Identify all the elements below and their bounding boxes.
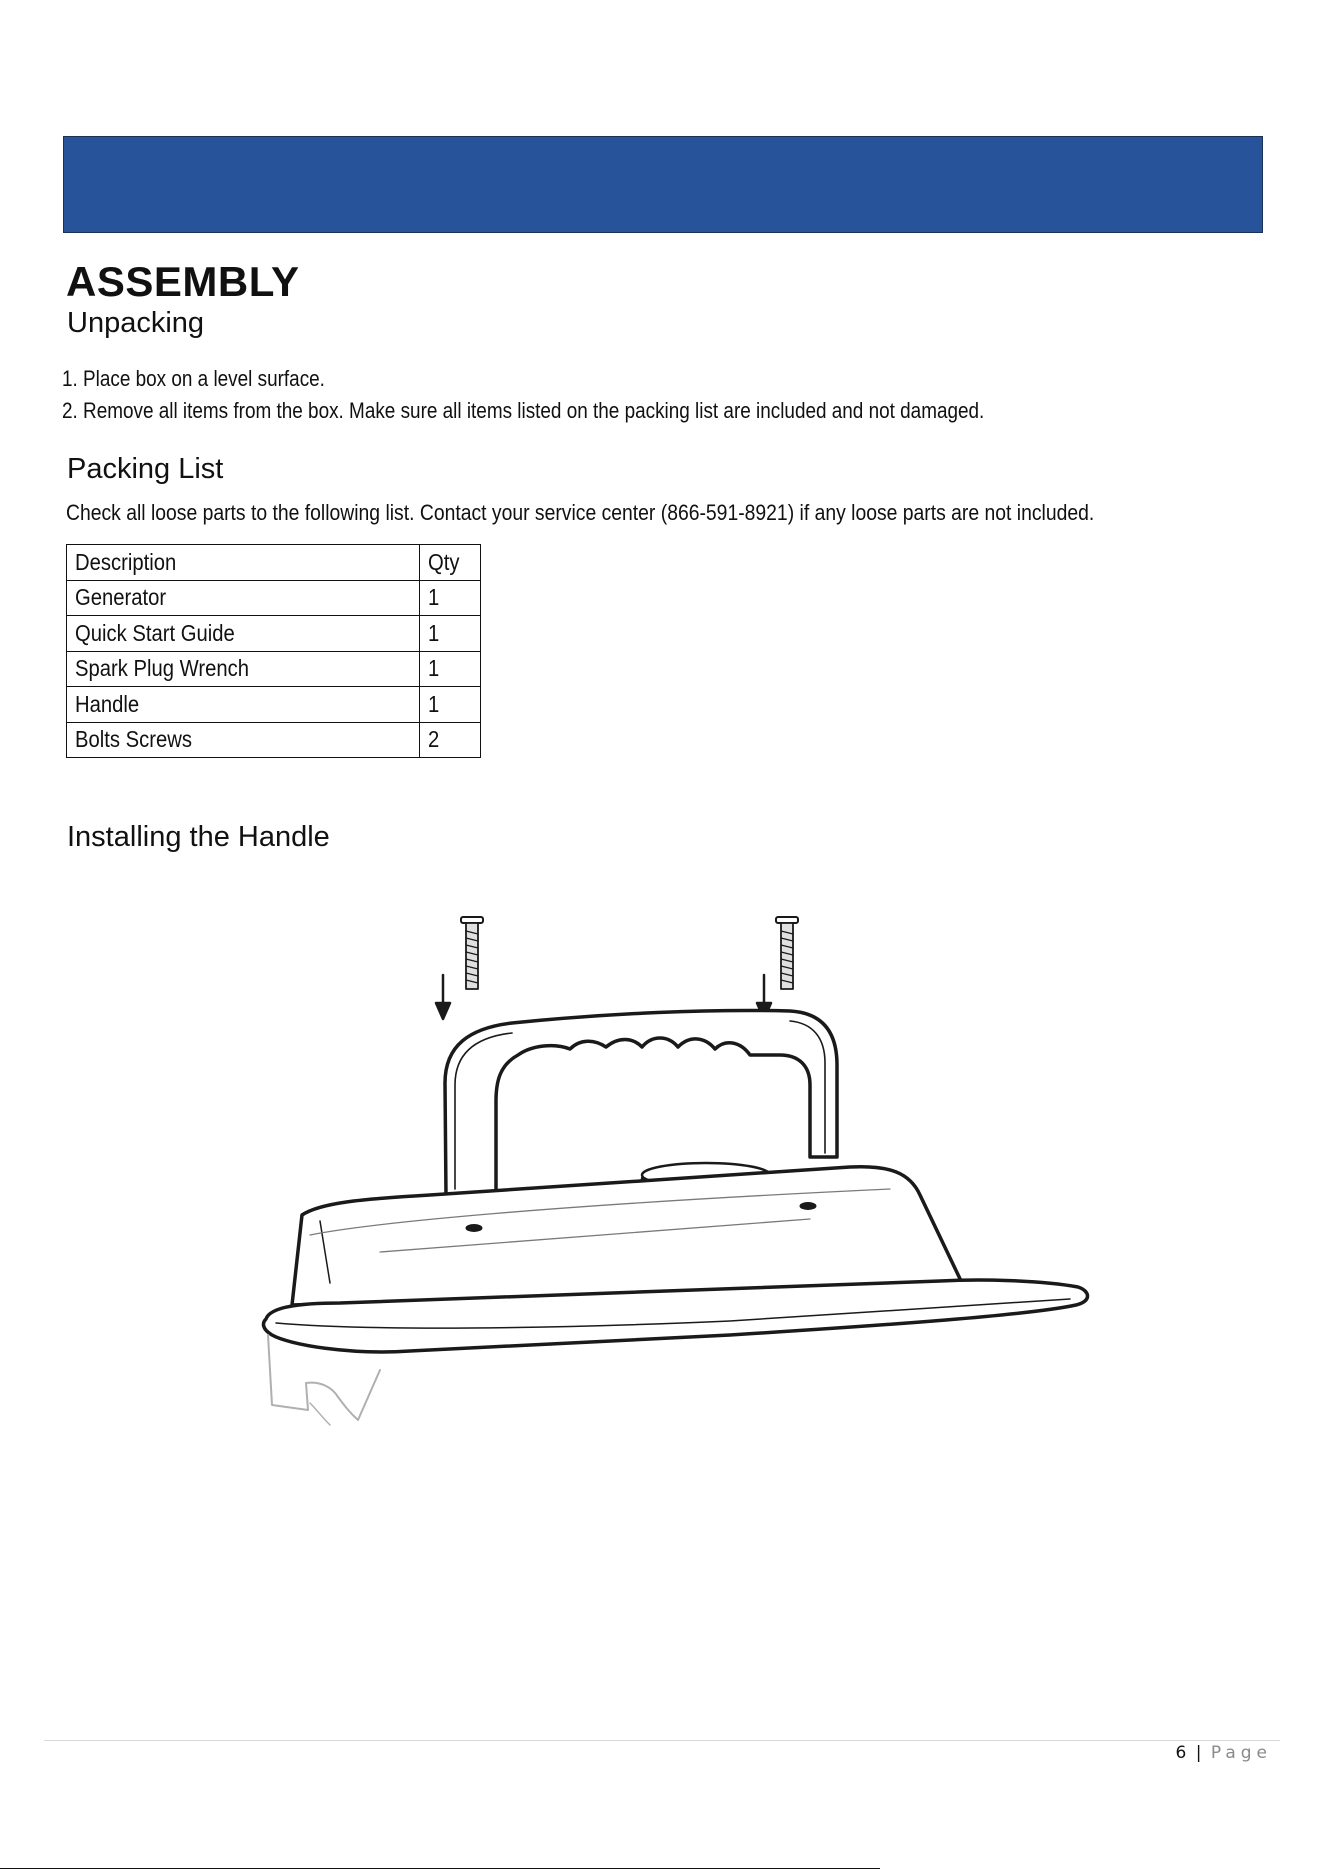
item-qty: 1: [420, 580, 481, 616]
item-description: Quick Start Guide: [67, 616, 420, 652]
handle-shape: [445, 1011, 837, 1197]
item-qty: 1: [420, 651, 481, 687]
page-footer: [1175, 1743, 1272, 1763]
column-header-description: Description: [67, 545, 420, 581]
table-row: [67, 580, 481, 616]
installing-handle-heading: Installing the Handle: [67, 821, 330, 853]
handle-installation-diagram-icon: [250, 905, 1100, 1450]
item-qty: 1: [420, 616, 481, 652]
footer-divider: [44, 1740, 1280, 1741]
page-number: 6: [1175, 1743, 1187, 1763]
bolt-icon: [461, 917, 483, 989]
arrow-down-icon: [436, 975, 450, 1019]
page-title: ASSEMBLY: [66, 258, 300, 305]
item-qty: 1: [420, 687, 481, 723]
table-row: [67, 651, 481, 687]
footer-separator: |: [1195, 1743, 1202, 1763]
bolt-icon: [776, 917, 798, 989]
table-row: [67, 616, 481, 652]
unpacking-steps: [62, 363, 984, 427]
unpacking-heading: Unpacking: [67, 307, 205, 339]
table-row: [67, 687, 481, 723]
packing-list-intro: Check all loose parts to the following list. Contact your service center (866-591-8921) if any loose parts are not included.: [66, 500, 1095, 525]
item-description: Bolts Screws: [67, 722, 420, 758]
item-qty: 2: [420, 722, 481, 758]
unpacking-step: 1. Place box on a level surface.: [62, 366, 325, 391]
item-description: Generator: [67, 580, 420, 616]
table-header-row: [67, 545, 481, 581]
bottom-edge-line: [0, 1868, 880, 1869]
page-word: Page: [1210, 1743, 1272, 1763]
packing-list-table: [66, 544, 481, 758]
table-row: [67, 722, 481, 758]
unpacking-step: 2. Remove all items from the box. Make sure all items listed on the packing list are included and not damaged.: [62, 398, 985, 423]
item-description: Spark Plug Wrench: [67, 651, 420, 687]
header-banner: [63, 136, 1263, 233]
column-header-qty: Qty: [420, 545, 481, 581]
item-description: Handle: [67, 687, 420, 723]
packing-list-heading: Packing List: [67, 453, 224, 485]
